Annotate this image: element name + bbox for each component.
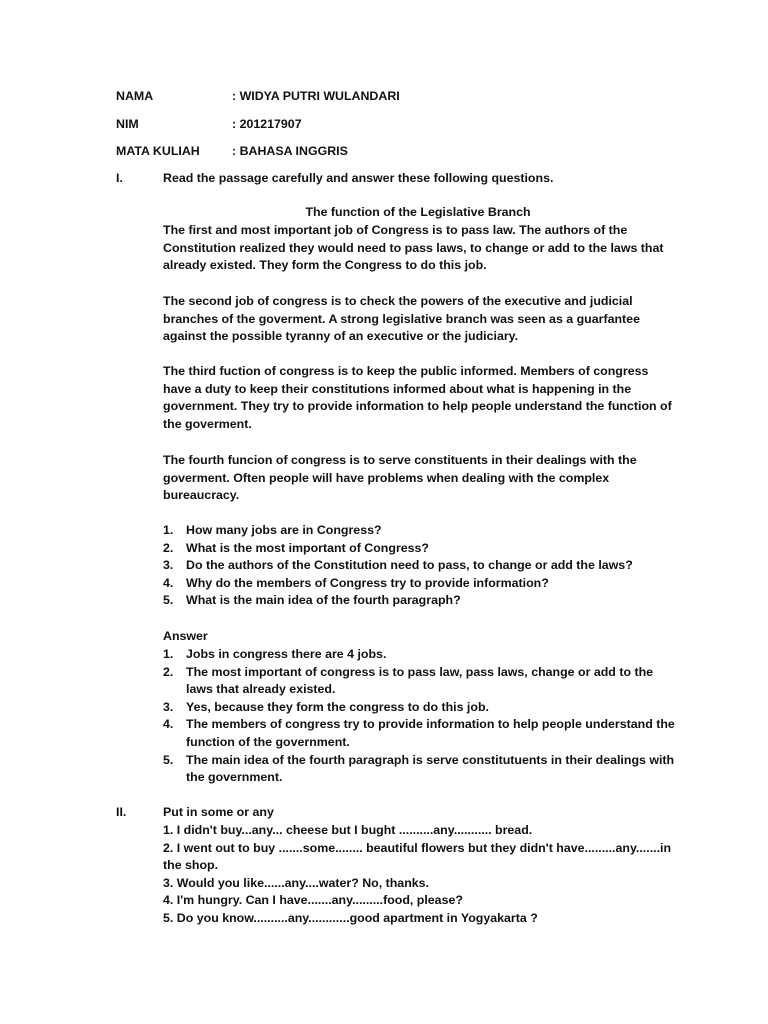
answers-list (163, 646, 678, 787)
answer-number: 4. (163, 717, 174, 732)
answer-number: 2. (163, 664, 174, 679)
answer-heading: Answer (163, 629, 208, 643)
name-label: NAMA (116, 89, 154, 103)
exercise-item: 3. Would you like......any....water? No, thanks. (163, 875, 429, 890)
answer-number: 3. (163, 699, 174, 714)
question-item (163, 557, 678, 575)
passage-paragraph-2: The second job of congress is to check the powers of the executive and judicial branches of the goverment. A strong legislative branch was seen as a guarfantee against the possible tyranny of an executive or the judiciary. (163, 294, 640, 344)
answer-text: The main idea of the fourth paragraph is serve constitutuents in their dealings with the government. (186, 752, 675, 785)
exercise-list (163, 822, 683, 928)
passage-paragraph-1: The first and most important job of Congress is to pass law. The authors of the Constitution realized they would need to pass laws, to change or add to the laws that already existed. They form the Congress to do this job. (163, 223, 664, 273)
answer-text: Yes, because they form the congress to do this job. (186, 699, 489, 714)
question-text: Why do the members of Congress try to provide information? (186, 575, 549, 590)
answer-text: The most important of congress is to pass law, pass laws, change or add to the laws that already existed. (186, 664, 654, 697)
exercise-item: 5. Do you know..........any............good apartment in Yogyakarta ? (163, 910, 538, 925)
answer-item (163, 752, 678, 787)
course-value: : BAHASA INGGRIS (232, 144, 348, 158)
question-item (163, 575, 678, 593)
section-1-instruction: Read the passage carefully and answer these following questions. (163, 171, 554, 185)
passage-paragraph-4: The fourth funcion of congress is to serve constituents in their dealings with the goverment. Often people will have problems when dealing with the complex bureaucracy. (163, 453, 637, 503)
course-label: MATA KULIAH (116, 144, 200, 158)
exercise-item: 1. I didn't buy...any... cheese but I bught ..........any........... bread. (163, 823, 533, 837)
question-number: 1. (163, 523, 174, 537)
exercise-item: 2. I went out to buy .......some........ beautiful flowers but they didn't have.........any.......in the shop. (163, 840, 672, 873)
answer-item (163, 716, 678, 751)
answer-number: 1. (163, 647, 174, 661)
answer-text: Jobs in congress there are 4 jobs. (186, 647, 387, 661)
nim-label: NIM (116, 117, 139, 131)
question-text: What is the most important of Congress? (186, 540, 430, 555)
question-text: How many jobs are in Congress? (186, 523, 382, 537)
answer-number: 5. (163, 752, 174, 767)
question-number: 5. (163, 593, 174, 608)
question-text: What is the main idea of the fourth paragraph? (186, 593, 461, 608)
name-value: : WIDYA PUTRI WULANDARI (232, 89, 400, 103)
answer-text: The members of congress try to provide information to help people understand the function of the government. (186, 717, 675, 749)
question-item (163, 522, 678, 540)
question-number: 2. (163, 540, 174, 555)
nim-value: : 201217907 (232, 117, 302, 131)
question-item (163, 540, 678, 558)
question-number: 3. (163, 558, 174, 573)
passage-title: The function of the Legislative Branch (305, 205, 531, 219)
answer-item (163, 664, 678, 699)
section-1-number: I. (116, 171, 123, 185)
answer-item (163, 699, 678, 717)
questions-list (163, 522, 678, 610)
question-item (163, 592, 678, 610)
question-number: 4. (163, 575, 174, 590)
question-text: Do the authors of the Constitution need to pass, to change or add the laws? (186, 558, 633, 573)
exercise-item: 4. I'm hungry. Can I have.......any.........food, please? (163, 893, 463, 908)
passage-paragraph-3: The third fuction of congress is to keep the public informed. Members of congress have a duty to keep their constitutions informed about what is happening in the government. They try to provide information to help people understand the function of the goverment. (163, 364, 672, 431)
answer-item (163, 646, 678, 664)
section-2-number: II. (116, 805, 127, 819)
section-2-instruction: Put in some or any (163, 805, 274, 819)
